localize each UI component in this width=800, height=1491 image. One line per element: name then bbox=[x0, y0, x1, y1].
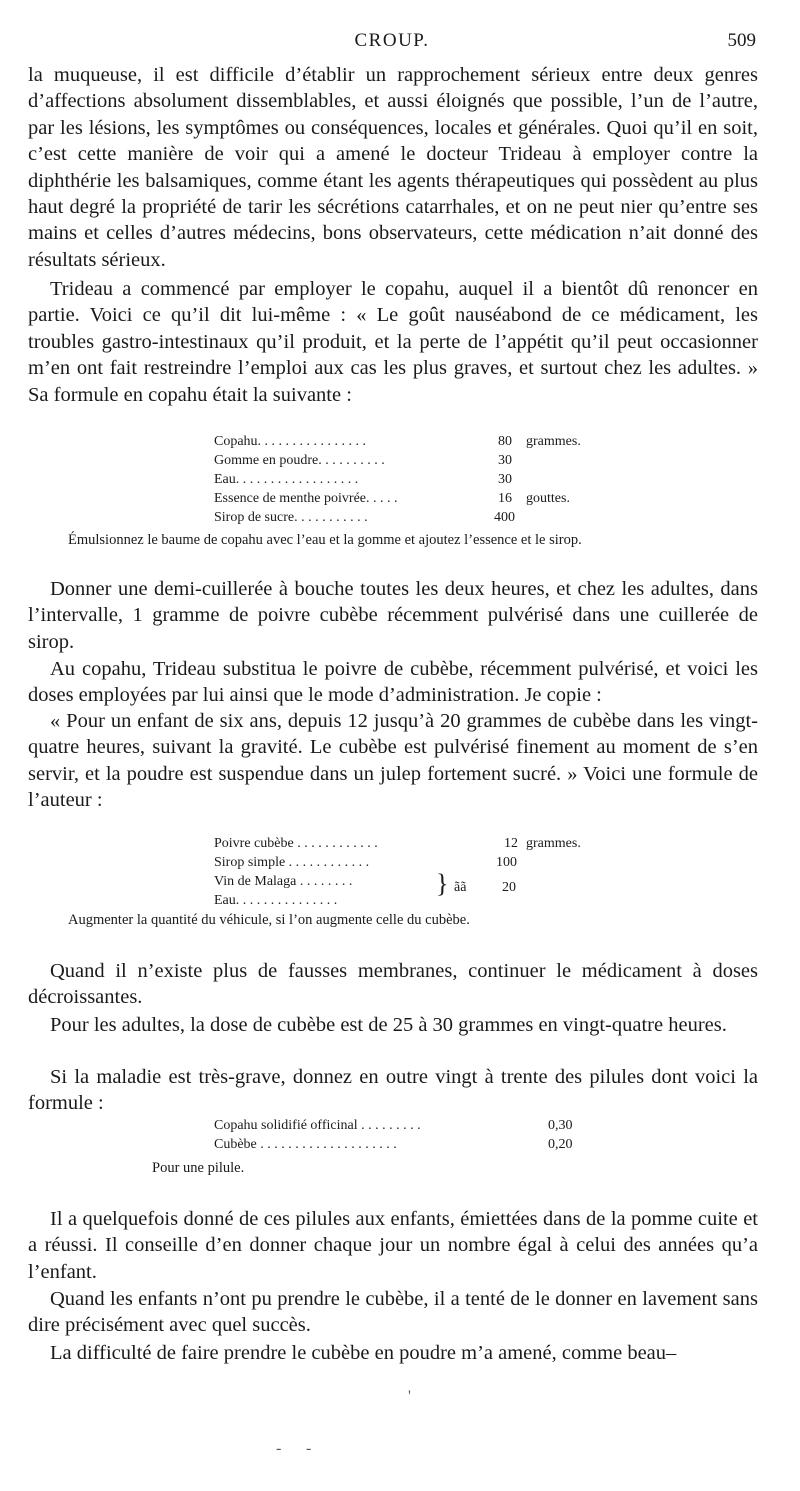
recipe-row bbox=[214, 1135, 614, 1154]
ingredient: Vin de Malaga . . . . . . . . bbox=[214, 874, 353, 889]
recipe-row bbox=[214, 853, 614, 872]
ingredient: Copahu solidifié officinal . . . . . . . . . bbox=[214, 1118, 421, 1133]
page-number: 509 bbox=[727, 30, 756, 51]
page-header bbox=[28, 30, 756, 54]
paragraph-10: Quand les enfants n’ont pu prendre le cubèbe, il a tenté de le donner en lavement sans dire précisément avec quel succès. bbox=[28, 1288, 758, 1337]
recipe-row bbox=[214, 891, 614, 910]
paragraph-2: Trideau a commencé par employer le copahu, auquel il a bientôt dû renoncer en partie. Voici ce qu’il dit lui-même : « Le goût nauséabond de ce médicament, les troubles gastro-intestinaux qu’il produit, et la perte de l’appétit qu’il peut occasionner m’en ont fait restreindre l’emploi aux cas les plus graves, et surtout chez les adultes. » Sa formule en copahu était la suivante : bbox=[28, 278, 758, 406]
quantity: 400 bbox=[494, 510, 515, 525]
recipe-row bbox=[214, 432, 614, 451]
ingredient: Gomme en poudre. . . . . . . . . . bbox=[214, 453, 385, 468]
paragraph-3: Donner une demi-cuillerée à bouche toutes les deux heures, et chez les adultes, dans l’intervalle, 1 gramme de poivre cubèbe récemment pulvérisé dans une cuillerée de sirop. bbox=[28, 578, 758, 653]
print-speck: - bbox=[306, 1440, 312, 1457]
print-speck: ' bbox=[408, 1388, 411, 1405]
brace-symbol: } bbox=[436, 869, 449, 898]
ingredient: Sirop de sucre. . . . . . . . . . . bbox=[214, 510, 368, 525]
recipe-note: Augmenter la quantité du véhicule, si l’on augmente celle du cubèbe. bbox=[68, 912, 470, 928]
ingredient: Sirop simple . . . . . . . . . . . . bbox=[214, 855, 370, 870]
paragraph-4: Au copahu, Trideau substitua le poivre de cubèbe, récemment pulvérisé, et voici les doses employées par lui ainsi que le mode d’administration. Je copie : bbox=[28, 658, 758, 707]
recipe-note: Pour une pilule. bbox=[152, 1160, 245, 1176]
recipe-row bbox=[214, 834, 614, 853]
paragraph-1: la muqueuse, il est difficile d’établir un rapprochement sérieux entre deux genres d’affections absolument dissemblables, et aussi éloignés que possible, l’un de l’autre, par les lésions, les symptômes ou conséquences, locales et générales. Quoi qu’il en soit, c’est cette manière de voir qui a amené le docteur Trideau à employer contre la diphthérie les balsamiques, comme étant les agents thérapeutiques qui possèdent au plus haut degré la propriété de tarir les sécrétions catarrhales, et on ne peut nier qu’entre ses mains et celles d’autres médecins, bons observateurs, cette médication n’ait donné des résultats sérieux. bbox=[28, 64, 758, 271]
running-title: CROUP. bbox=[354, 30, 430, 51]
recipe-pilules bbox=[214, 1116, 614, 1154]
quantity: 16 bbox=[498, 491, 512, 506]
recipe-row bbox=[214, 508, 614, 527]
ingredient: Essence de menthe poivrée. . . . . bbox=[214, 491, 398, 506]
ingredient: Poivre cubèbe . . . . . . . . . . . . bbox=[214, 836, 378, 851]
print-speck: - bbox=[276, 1440, 282, 1457]
paragraph-6: Quand il n’existe plus de fausses membranes, continuer le médicament à doses décroissantes. bbox=[28, 960, 758, 1009]
unit: gouttes. bbox=[526, 491, 570, 506]
quantity: 100 bbox=[496, 855, 517, 870]
quantity: 30 bbox=[498, 472, 512, 487]
recipe-cubebe bbox=[214, 834, 614, 910]
ingredient: Eau. . . . . . . . . . . . . . . . . . bbox=[214, 472, 359, 487]
aa-label: ãã bbox=[454, 880, 467, 895]
quantity: 12 bbox=[504, 836, 518, 851]
unit: grammes. bbox=[526, 434, 581, 449]
recipe-row bbox=[214, 1116, 614, 1135]
quantity: 80 bbox=[498, 434, 512, 449]
paragraph-8: Si la maladie est très-grave, donnez en outre vingt à trente des pilules dont voici la formule : bbox=[28, 1066, 758, 1115]
recipe-row bbox=[214, 470, 614, 489]
recipe-row bbox=[214, 872, 614, 891]
ingredient: Eau. . . . . . . . . . . . . . . bbox=[214, 893, 338, 908]
recipe-row bbox=[214, 451, 614, 470]
unit: grammes. bbox=[526, 836, 581, 851]
quantity: 0,30 bbox=[548, 1118, 573, 1133]
recipe-copahu bbox=[214, 432, 614, 527]
quantity: 30 bbox=[498, 453, 512, 468]
paragraph-9: Il a quelquefois donné de ces pilules aux enfants, émiettées dans de la pomme cuite et a réussi. Il conseille d’en donner chaque jour un nombre égal à celui des années qu’a l’enfant. bbox=[28, 1208, 758, 1283]
paragraph-5: « Pour un enfant de six ans, depuis 12 jusqu’à 20 grammes de cubèbe dans les vingt-quatre heures, suivant la gravité. Le cubèbe est pulvérisé finement au moment de s’en servir, et la poudre est suspendue dans un julep fortement sucré. » Voici une formule de l’auteur : bbox=[28, 710, 758, 812]
paragraph-11: La difficulté de faire prendre le cubèbe en poudre m’a amené, comme beau– bbox=[50, 1342, 677, 1364]
ingredient: Cubèbe . . . . . . . . . . . . . . . . . . . . bbox=[214, 1137, 397, 1152]
aa-quantity: 20 bbox=[502, 880, 516, 895]
recipe-row bbox=[214, 489, 614, 508]
recipe-note: Émulsionnez le baume de copahu avec l’eau et la gomme et ajoutez l’essence et le sirop. bbox=[68, 532, 582, 548]
ingredient: Copahu. . . . . . . . . . . . . . . . bbox=[214, 434, 367, 449]
paragraph-7: Pour les adultes, la dose de cubèbe est de 25 à 30 grammes en vingt-quatre heures. bbox=[50, 1014, 727, 1036]
quantity: 0,20 bbox=[548, 1137, 573, 1152]
